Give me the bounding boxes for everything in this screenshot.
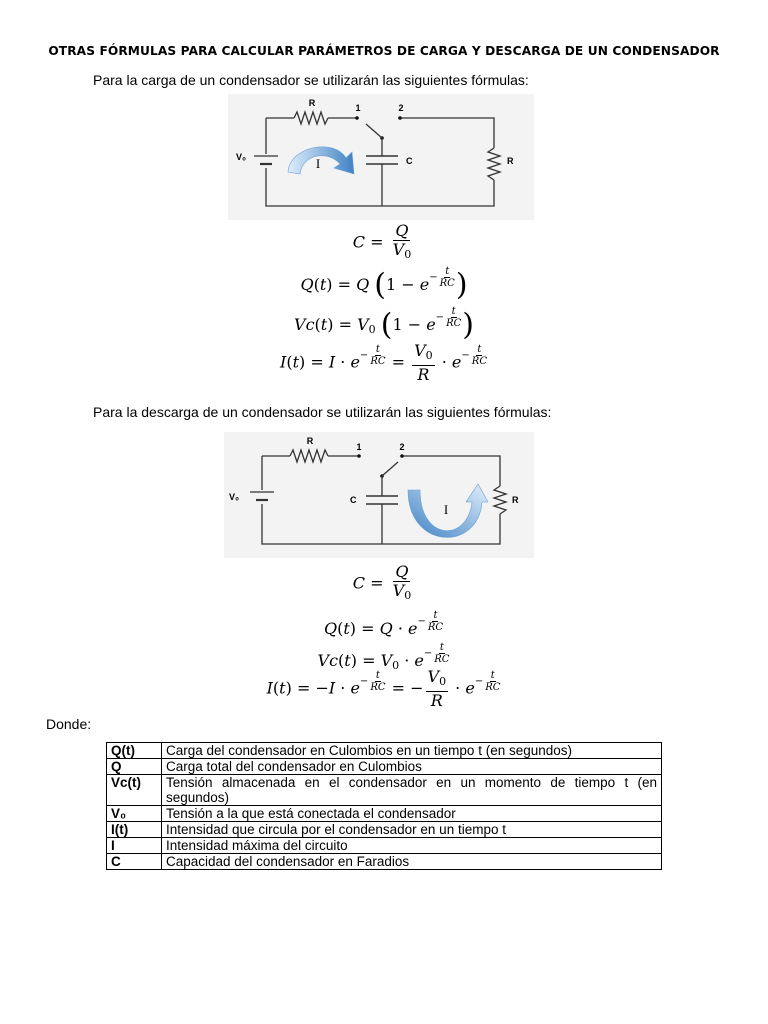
charge-node1-label: 1 [355,103,361,113]
donde-label: Donde: [46,716,92,732]
charge-circuit-diagram [228,94,534,220]
definitions-table [106,742,662,870]
table-row [107,838,662,854]
charge-formula-current: I(t) = I · e− t RC = $\frac{V_0}{R}$ · e− t RC [280,341,487,384]
discharge-circuit-diagram [224,432,534,558]
definition-symbol: Q(t) [107,743,162,759]
discharge-formula-current: I(t) = −I · e− t RC = − $\frac{V_0}{R}$ · e− t RC [266,667,501,710]
document-title: OTRAS FÓRMULAS PARA CALCULAR PARÁMETROS DE CARGA Y DESCARGA DE UN CONDENSADOR [48,44,720,58]
discharge-formula-charge: Q(t) = Q · e− t RC [323,610,444,638]
table-row [107,806,662,822]
discharge-current-label: I [443,502,449,517]
discharge-cap-label: C [350,495,357,505]
discharge-node2-label: 2 [399,442,405,452]
definition-description: Carga del condensador en Culombios en un tiempo t (en segundos) [162,743,662,759]
discharge-formula-voltage: $Vc(t) = V_0 \cdot e-$ t RC [317,642,450,672]
charge-r-left-label: R [308,98,316,108]
charge-source-label: V₀ [236,152,247,162]
discharge-source-label: V₀ [229,492,240,502]
definition-description: Intensidad máxima del circuito [162,838,662,854]
definition-description: Tensión a la que está conectada el condensador [162,806,662,822]
charge-formula-voltage: $Vc(t) = V_0$ (1 − e− t RC ) [294,306,474,343]
table-row [107,743,662,759]
definition-symbol: Vc(t) [107,775,162,806]
charge-r-right-label: R [507,156,514,166]
definition-symbol: I(t) [107,822,162,838]
definition-symbol: Q [107,759,162,775]
definition-description: Carga total del condensador en Culombios [162,759,662,775]
table-row [107,775,662,806]
charge-current-label: I [315,156,321,171]
discharge-intro: Para la descarga de un condensador se utilizarán las siguientes fórmulas: [93,404,552,420]
table-row [107,854,662,870]
table-row [107,759,662,775]
definition-symbol: I [107,838,162,854]
definition-symbol: V₀ [107,806,162,822]
definition-symbol: C [107,854,162,870]
definition-description: Capacidad del condensador en Faradios [162,854,662,870]
discharge-node1-label: 1 [356,442,362,452]
charge-cap-label: C [406,156,413,166]
definition-description: Intensidad que circula por el condensador en un tiempo t [162,822,662,838]
charge-intro: Para la carga de un condensador se utilizarán las siguientes fórmulas: [93,72,529,88]
charge-formula-capacitance: C = $\frac{Q}{V_0}$ [352,221,412,261]
definition-description: Tensión almacenada en el condensador en un momento de tiempo t (en segundos) [162,775,662,806]
discharge-formula-capacitance: C = $\frac{Q}{V_0}$ [352,562,412,602]
charge-node2-label: 2 [398,103,404,113]
discharge-r-right-label: R [512,495,519,505]
charge-formula-charge: Q(t) = Q (1 − e− t RC ) [300,266,468,303]
table-row [107,822,662,838]
discharge-r-left-label: R [306,436,314,446]
